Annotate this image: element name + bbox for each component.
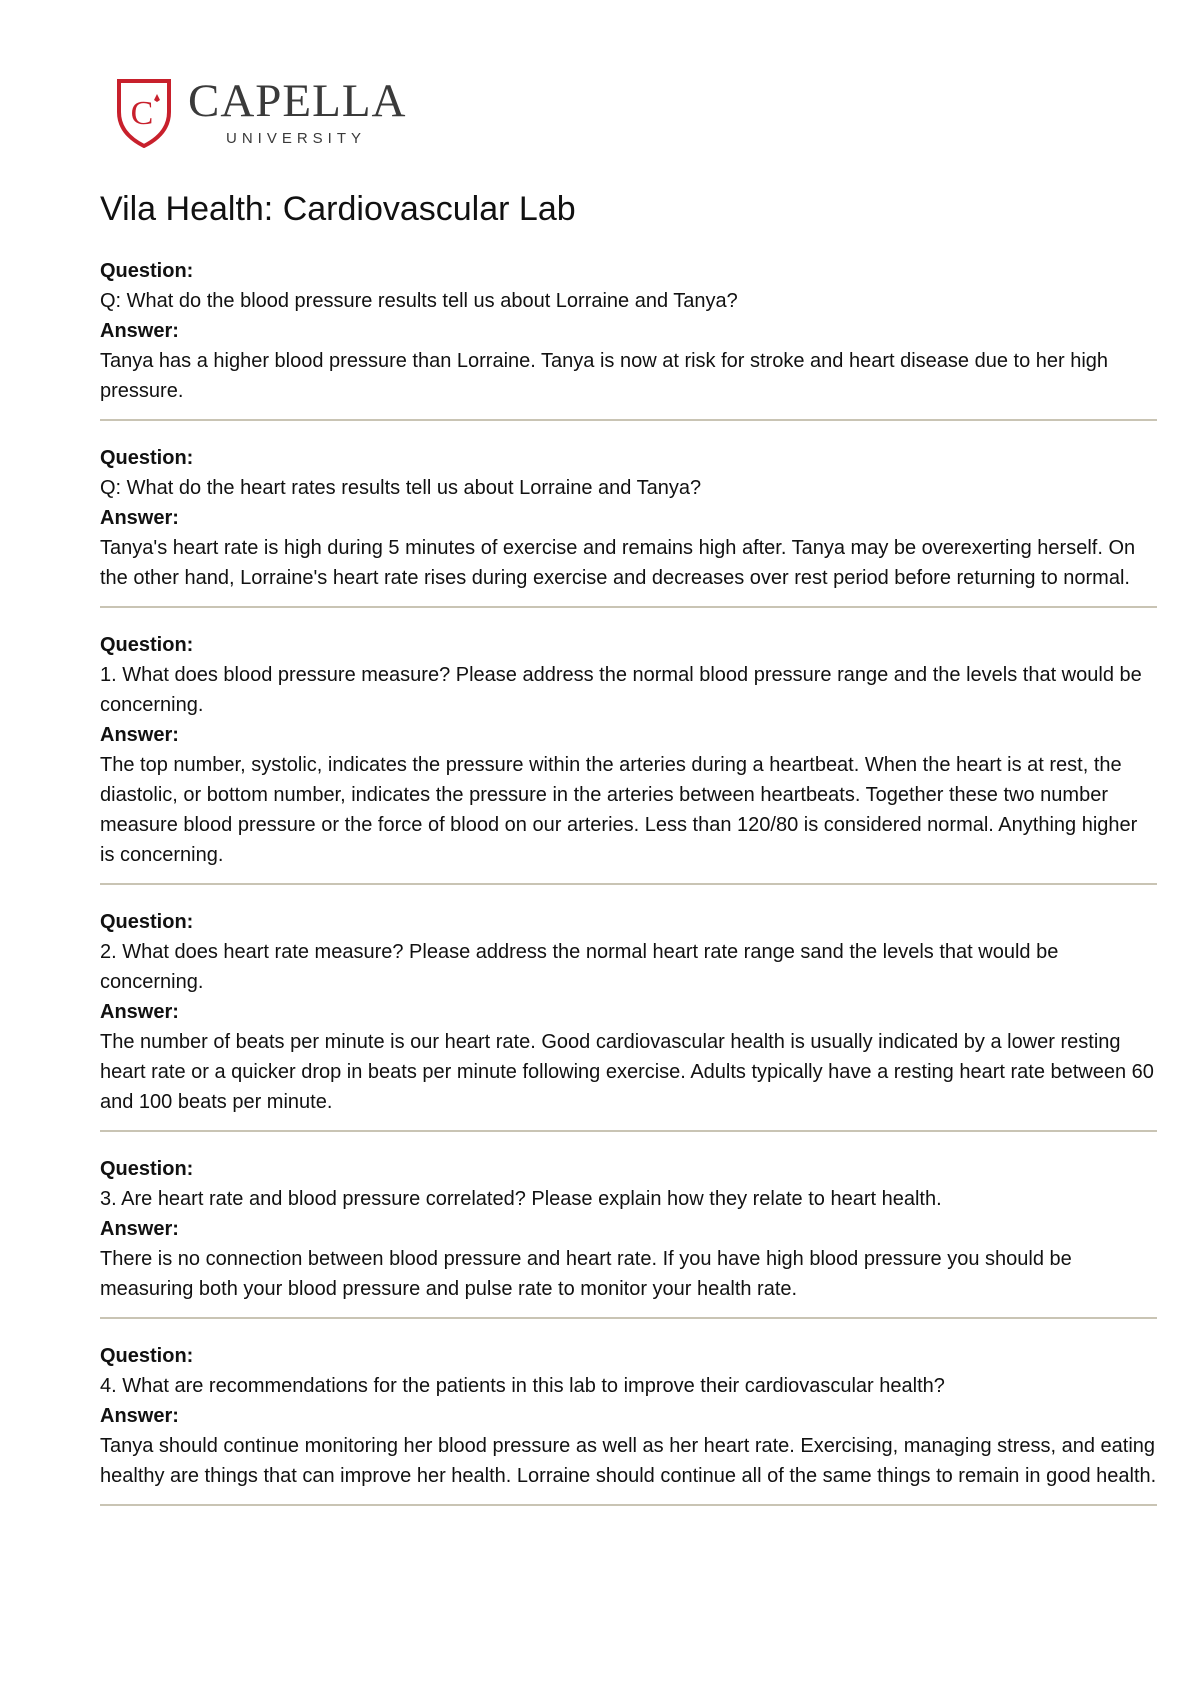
qa-item [100,907,1157,1117]
answer-label: Answer: [100,1405,179,1427]
answer-label: Answer: [100,724,179,746]
answer-text: Tanya should continue monitoring her blood pressure as well as her heart rate. Exercising, managing stress, and eating healthy are things that can improve her health. Lorraine should continue all of the same things to remain in good health. [100,1435,1157,1487]
divider [100,419,1157,421]
question-text: Q: What do the blood pressure results tell us about Lorraine and Tanya? [100,290,738,312]
logo-subtitle: UNIVERSITY [226,130,367,147]
answer-text: Tanya's heart rate is high during 5 minutes of exercise and remains high after. Tanya may be overexerting herself. On the other hand, Lorraine's heart rate rises during exercise and decreases over rest period before returning to normal. [100,537,1136,589]
divider [100,883,1157,885]
question-text: 3. Are heart rate and blood pressure correlated? Please explain how they relate to heart health. [100,1188,942,1210]
answer-label: Answer: [100,1001,179,1023]
question-text: 4. What are recommendations for the patients in this lab to improve their cardiovascular health? [100,1375,945,1397]
page-title: Vila Health: Cardiovascular Lab [100,190,576,228]
answer-text: There is no connection between blood pressure and heart rate. If you have high blood pressure you should be measuring both your blood pressure and pulse rate to monitor your health rate. [100,1248,1072,1300]
answer-text: The number of beats per minute is our heart rate. Good cardiovascular health is usually indicated by a lower resting heart rate or a quicker drop in beats per minute following exercise. Adults typically have a resting heart rate between 60 and 100 beats per minute. [100,1031,1154,1113]
qa-item [100,1154,1157,1304]
question-label: Question: [100,1345,194,1367]
question-text: 1. What does blood pressure measure? Please address the normal blood pressure range and the levels that would be concerning. [100,664,1142,716]
question-label: Question: [100,1158,194,1180]
question-label: Question: [100,260,194,282]
capella-logo [116,76,436,152]
qa-list [100,256,1157,1528]
shield-letter: C [130,95,154,132]
qa-item [100,630,1157,870]
divider [100,1504,1157,1506]
qa-item [100,1341,1157,1491]
answer-label: Answer: [100,507,179,529]
answer-text: Tanya has a higher blood pressure than Lorraine. Tanya is now at risk for stroke and heart disease due to her high pressure. [100,350,1109,402]
divider [100,606,1157,608]
answer-text: The top number, systolic, indicates the pressure within the arteries during a heartbeat. When the heart is at rest, the diastolic, or bottom number, indicates the pressure in the arteries between heartbeats. Together these two number measure blood pressure or the force of blood on our arteries. Less than 120/80 is considered normal. Anything higher is concerning. [100,754,1138,866]
question-text: 2. What does heart rate measure? Please address the normal heart rate range sand the levels that would be concerning. [100,941,1059,993]
divider [100,1317,1157,1319]
question-text: Q: What do the heart rates results tell us about Lorraine and Tanya? [100,477,702,499]
qa-item [100,443,1157,593]
question-label: Question: [100,911,194,933]
question-label: Question: [100,447,194,469]
capella-shield-icon [116,78,172,148]
divider [100,1130,1157,1132]
question-label: Question: [100,634,194,656]
answer-label: Answer: [100,1218,179,1240]
qa-item [100,256,1157,406]
logo-wordmark: CAPELLA [188,75,407,127]
answer-label: Answer: [100,320,179,342]
